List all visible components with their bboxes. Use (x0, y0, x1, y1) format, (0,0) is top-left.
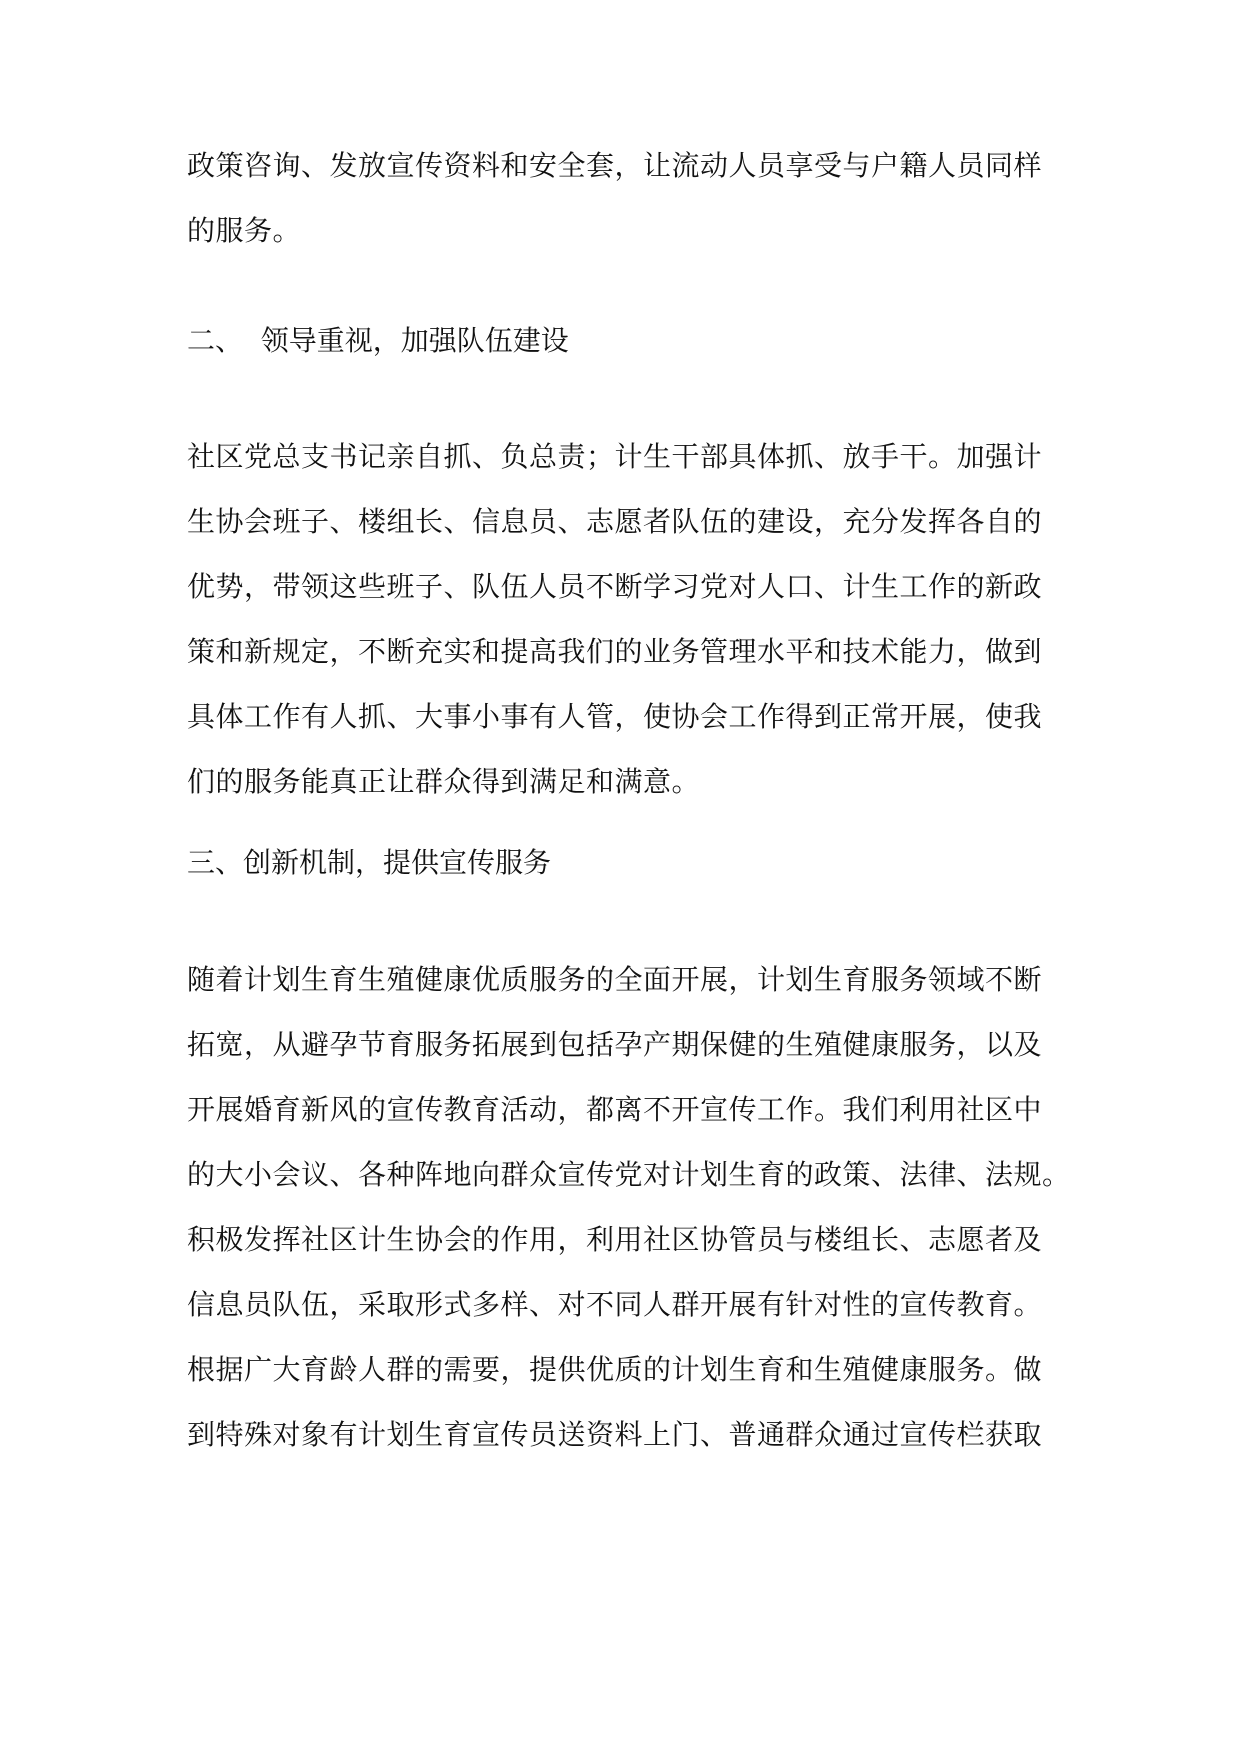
text-line: 社区党总支书记亲自抓、负总责；计生干部具体抓、放手干。加强计 (187, 440, 1043, 473)
text-line: 拓宽，从避孕节育服务拓展到包括孕产期保健的生殖健康服务，以及 (187, 1028, 1043, 1061)
text-line: 生协会班子、楼组长、信息员、志愿者队伍的建设，充分发挥各自的 (187, 505, 1043, 538)
text-line: 政策咨询、发放宣传资料和安全套，让流动人员享受与户籍人员同样 (187, 149, 1043, 182)
section-heading-innovation: 三、创新机制，提供宣传服务 (187, 846, 552, 879)
text-line: 策和新规定，不断充实和提高我们的业务管理水平和技术能力，做到 (187, 635, 1043, 668)
text-line: 开展婚育新风的宣传教育活动，都离不开宣传工作。我们利用社区中 (187, 1093, 1043, 1126)
text-line: 们的服务能真正让群众得到满足和满意。 (187, 765, 701, 798)
paragraph-leadership (187, 424, 1067, 814)
text-line: 的服务。 (187, 214, 302, 247)
text-line: 的大小会议、各种阵地向群众宣传党对计划生育的政策、法律、法规。 (187, 1158, 1071, 1191)
paragraph-innovation (187, 947, 1071, 1467)
text-line: 到特殊对象有计划生育宣传员送资料上门、普通群众通过宣传栏获取 (187, 1418, 1043, 1451)
section-heading-leadership: 二、 领导重视，加强队伍建设 (187, 324, 569, 357)
text-line: 优势，带领这些班子、队伍人员不断学习党对人口、计生工作的新政 (187, 570, 1043, 603)
text-line: 信息员队伍，采取形式多样、对不同人群开展有针对性的宣传教育。 (187, 1288, 1043, 1321)
text-line: 根据广大育龄人群的需要，提供优质的计划生育和生殖健康服务。做 (187, 1353, 1043, 1386)
text-line: 具体工作有人抓、大事小事有人管，使协会工作得到正常开展，使我 (187, 700, 1043, 733)
text-line: 积极发挥社区计生协会的作用，利用社区协管员与楼组长、志愿者及 (187, 1223, 1043, 1256)
paragraph-intro-continuation (187, 133, 1067, 263)
text-line: 随着计划生育生殖健康优质服务的全面开展，计划生育服务领域不断 (187, 963, 1043, 996)
